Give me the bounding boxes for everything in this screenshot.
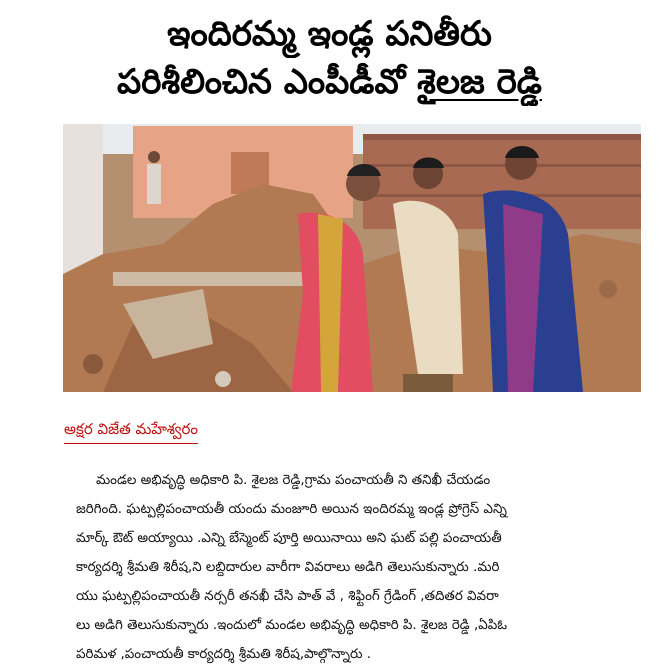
article-body bbox=[76, 466, 644, 669]
headline-name-underlined: శైలజ రెడ్డి bbox=[417, 62, 542, 102]
photo-illustration-icon bbox=[63, 124, 641, 392]
headline-line-2-prefix: పరిశీలించిన ఎంపీడీవో bbox=[117, 62, 418, 102]
left-wall bbox=[63, 124, 103, 274]
headline-line-2 bbox=[0, 58, 659, 106]
headline-line-1: ఇందిరమ్మ ఇండ్ల పనితీరు bbox=[167, 14, 492, 54]
news-photo bbox=[63, 124, 641, 392]
article-line: పరిమళ ,పంచాయతీ కార్యదర్శి శ్రీమతి శిరీష,పాల్గొన్నారు . bbox=[76, 647, 372, 662]
headline bbox=[0, 0, 659, 120]
article-line: మార్క్ ఔట్ అయ్యాయి .ఎన్ని బేస్మెంట్ పూర్తి అయినాయి అని ఘట్ పల్లి పంచాయతీ bbox=[76, 531, 502, 546]
article-line: యు ఘట్పల్లిపంచాయతీ నర్సరీ తనఖీ చేసి పాత్ వే , శిఫ్టింగ్ గ్రేడింగ్ ,తదితర వివరా bbox=[76, 589, 499, 604]
article-line: కార్యదర్శి శ్రీమతి శిరీష,ని లబ్దిదారుల వారీగా వివరాలు అడిగి తెలుసుకున్నారు .మరి bbox=[76, 560, 500, 575]
article-line: లు అడిగి తెలుసుకున్నారు .ఇందులో మండల అభివృద్ధి అధికారి పి. శైలజ రెడ్డి ,ఏపిఓ bbox=[76, 618, 508, 633]
article-line: జరిగింది. ఘట్పల్లిపంచాయతీ యందు మంజూరి అయిన ఇందిరమ్మ ఇండ్ల ప్రోగ్రెస్ ఎన్ని bbox=[76, 502, 507, 517]
article-line: మండల అభివృద్ధి అధికారి పి. శైలజ రెడ్డి,గ్రామ పంచాయతీ ని తనిఖీ చేయడం bbox=[96, 473, 491, 488]
byline: అక్షర విజేత మహేశ్వరం bbox=[64, 419, 198, 444]
